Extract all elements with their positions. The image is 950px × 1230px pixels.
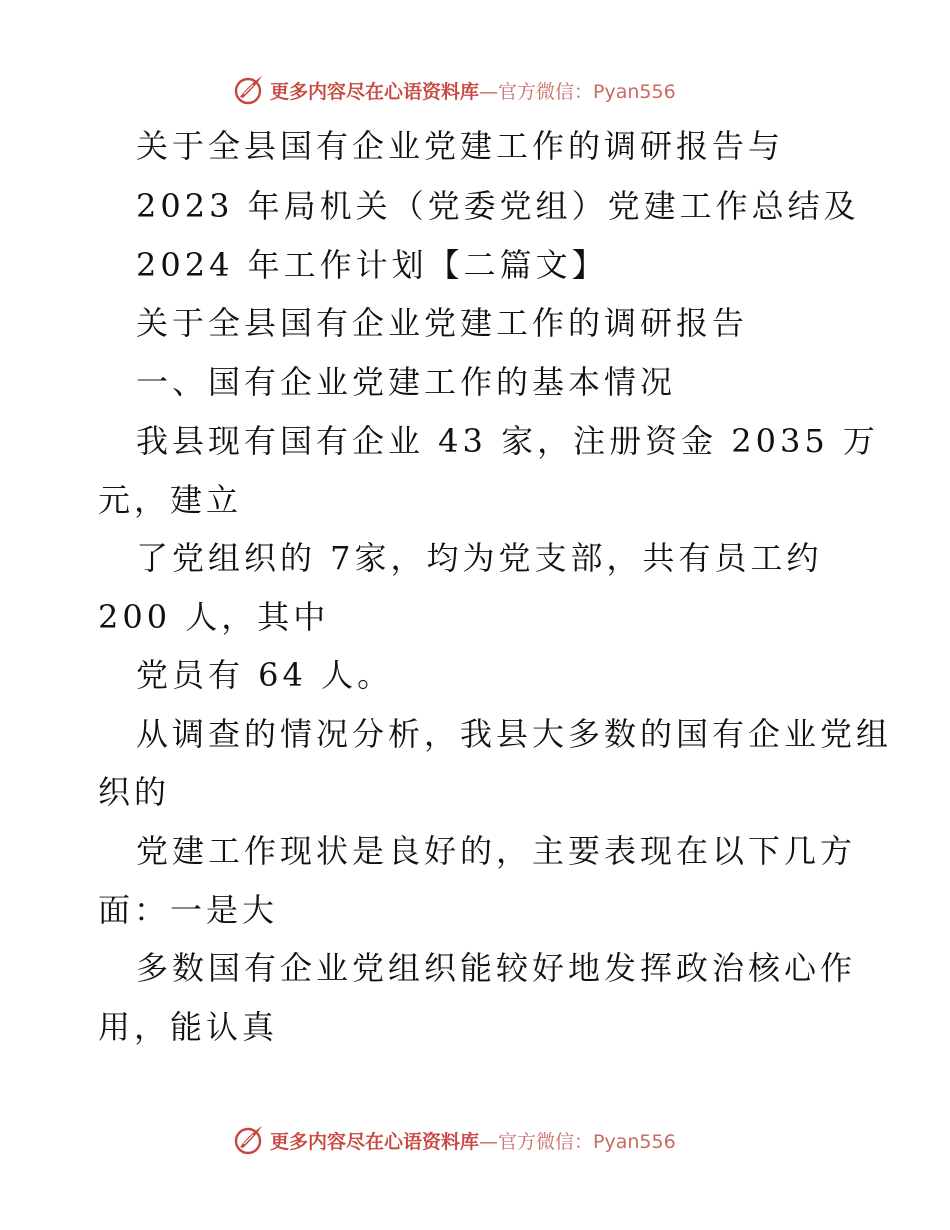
subsection-heading: 一、国有企业党建工作的基本情况 <box>136 363 677 401</box>
doc-title-line-2: 2023 年局机关（党委党组）党建工作总结及 <box>136 187 860 225</box>
quill-logo-icon <box>232 73 266 107</box>
watermark-contact: —官方微信：Pyan556 <box>479 80 676 103</box>
footer-watermark <box>232 1123 676 1157</box>
paragraph-line: 元，建立 <box>98 481 243 519</box>
paragraph-line: 从调查的情况分析，我县大多数的国有企业党组 <box>136 715 893 753</box>
doc-title-line-1: 关于全县国有企业党建工作的调研报告与 <box>136 127 785 165</box>
section-title: 关于全县国有企业党建工作的调研报告 <box>136 304 749 342</box>
paragraph-line: 我县现有国有企业 43 家，注册资金 2035 万 <box>136 422 879 460</box>
paragraph-line: 了党组织的 7家，均为党支部，共有员工约 <box>136 539 823 577</box>
paragraph-line: 面：一是大 <box>98 891 279 929</box>
paragraph-line: 用，能认真 <box>98 1008 279 1046</box>
header-watermark <box>232 73 676 107</box>
paragraph-line: 党员有 64 人。 <box>136 656 394 694</box>
paragraph-line: 多数国有企业党组织能较好地发挥政治核心作 <box>136 949 857 987</box>
watermark-contact: —官方微信：Pyan556 <box>479 1130 676 1153</box>
paragraph-line: 织的 <box>98 773 171 811</box>
doc-title-line-3: 2024 年工作计划【二篇文】 <box>136 246 608 284</box>
paragraph-line: 200 人，其中 <box>98 598 330 636</box>
watermark-brand: 更多内容尽在心语资料库 <box>270 80 480 103</box>
watermark-brand: 更多内容尽在心语资料库 <box>270 1130 480 1153</box>
quill-logo-icon <box>232 1123 266 1157</box>
paragraph-line: 党建工作现状是良好的，主要表现在以下几方 <box>136 832 857 870</box>
